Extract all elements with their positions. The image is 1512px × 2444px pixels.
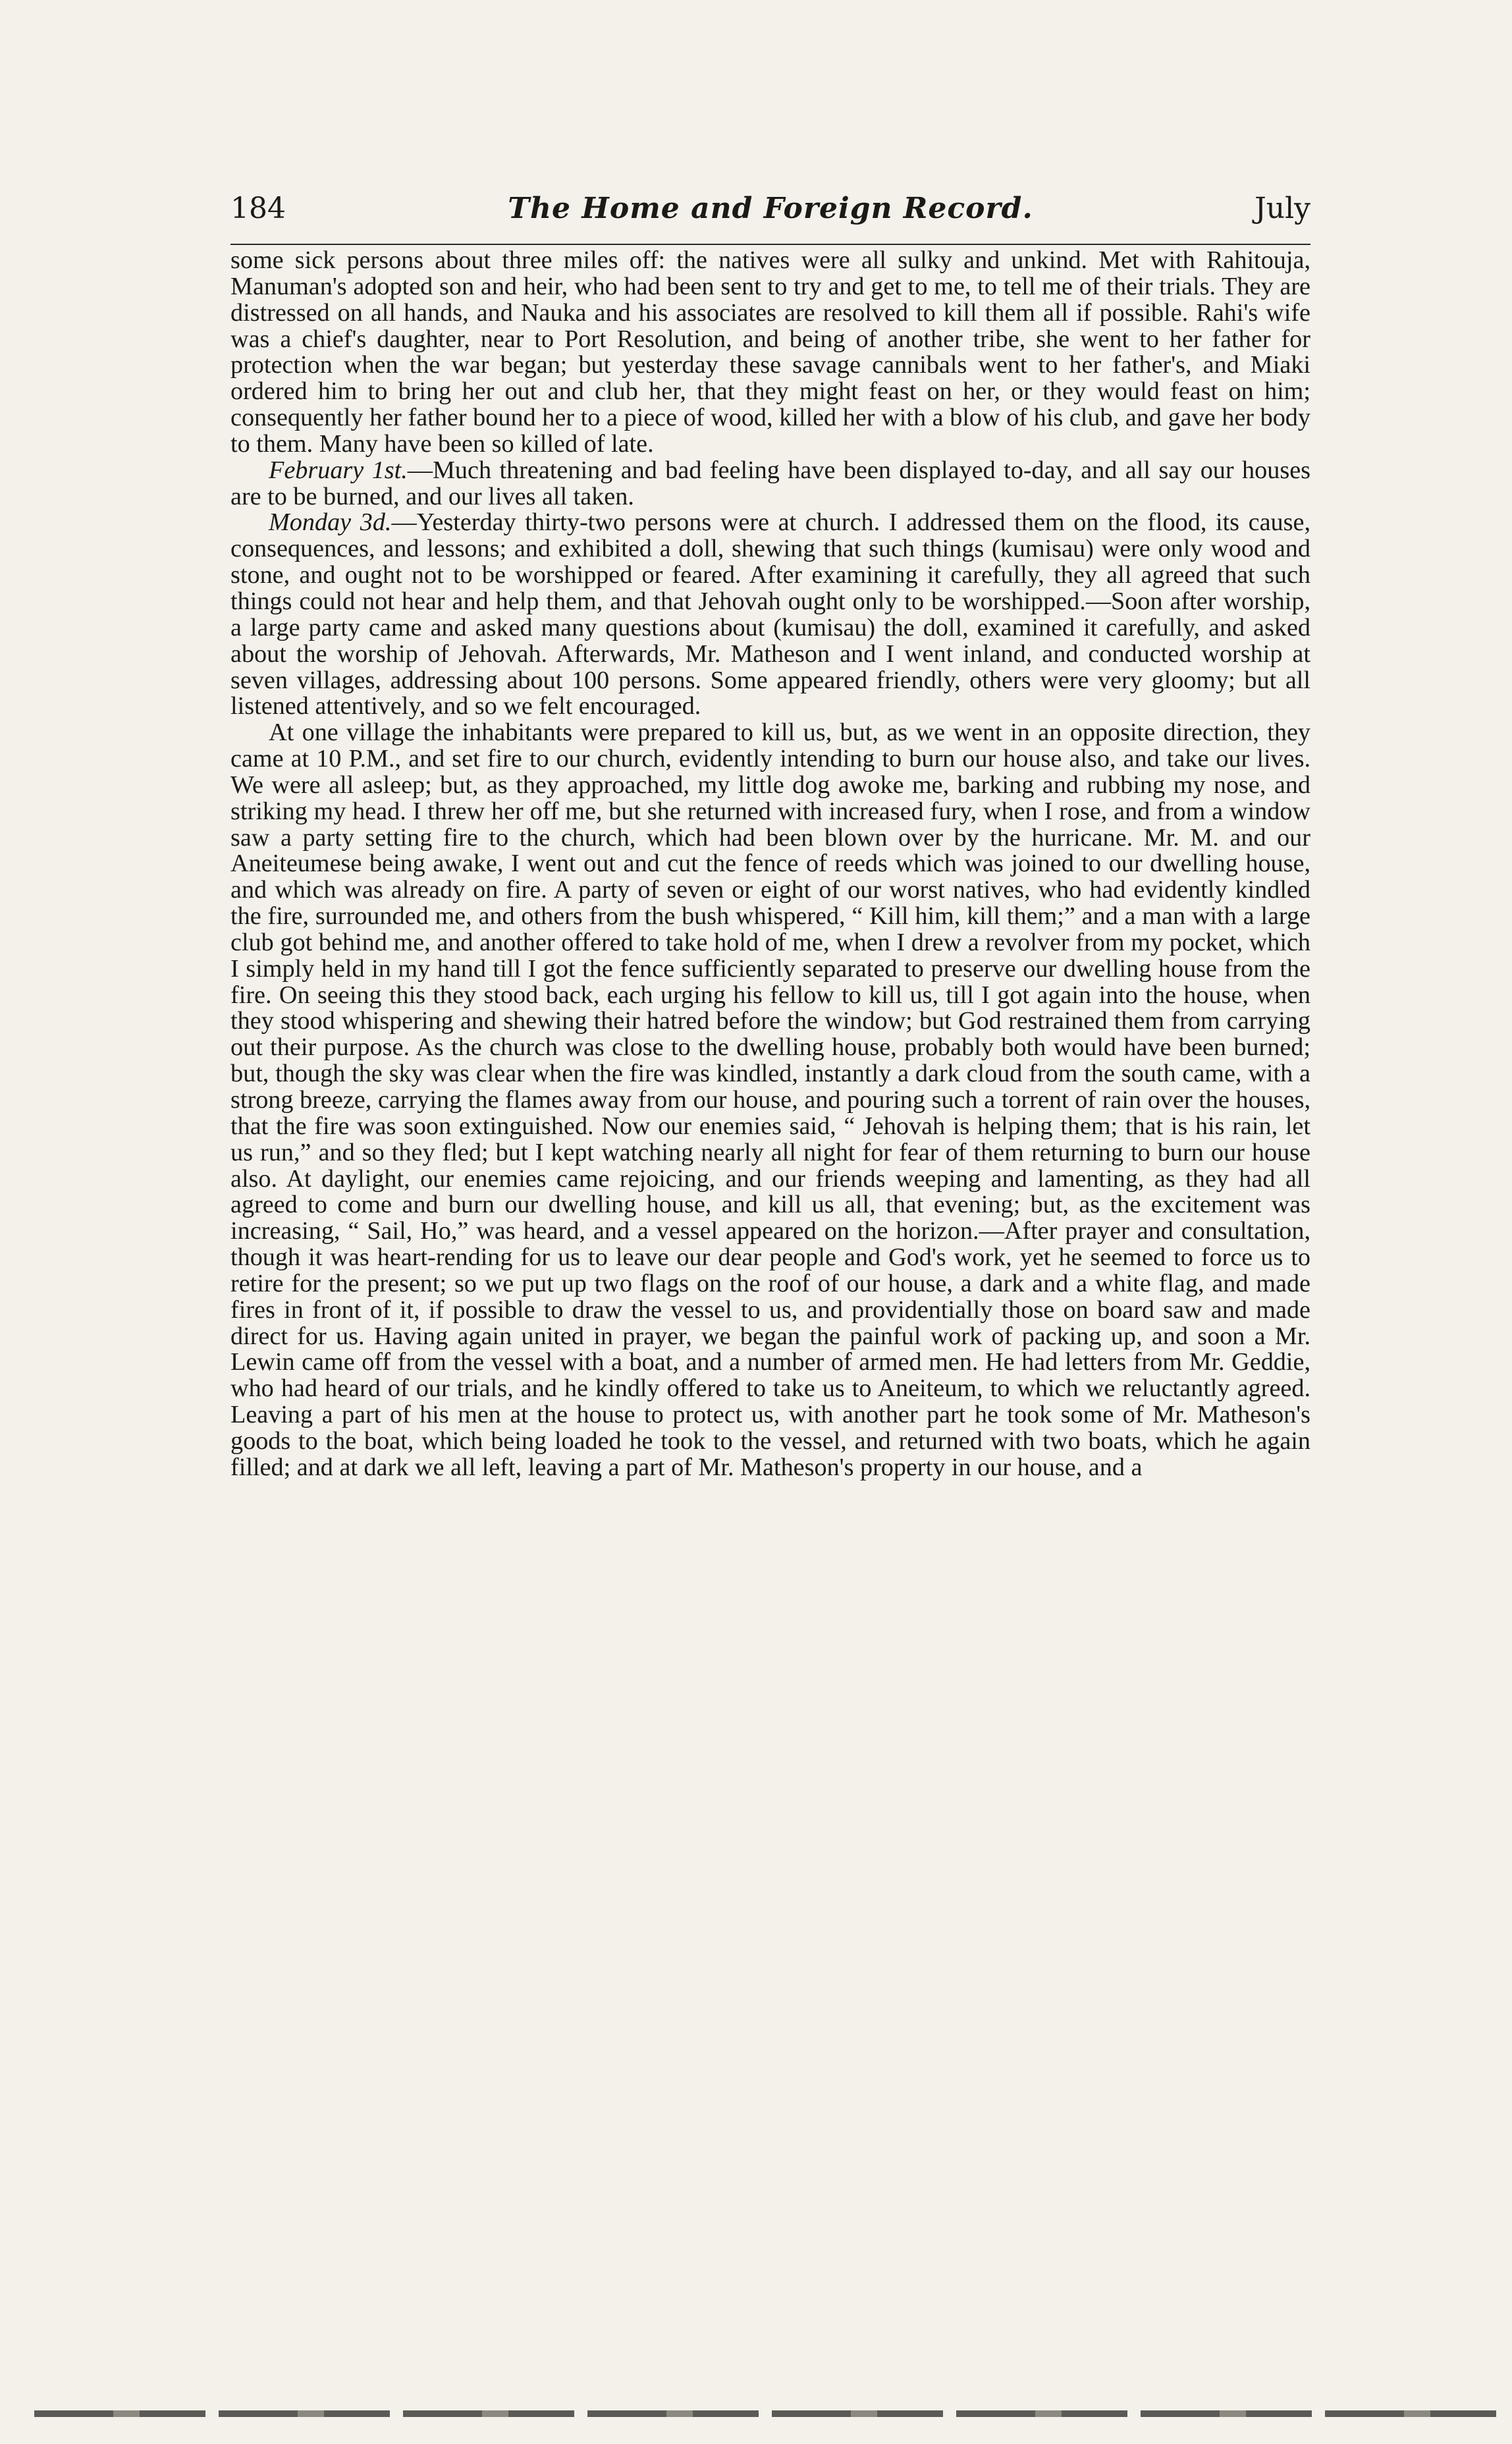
issue-month: July [1255, 192, 1310, 225]
running-header [230, 186, 1310, 232]
paragraph [230, 248, 1310, 458]
page-bottom-edge [34, 2410, 1503, 2417]
page-number: 184 [230, 192, 286, 225]
paragraph [230, 510, 1310, 720]
paragraph-text: —Much threatening and bad feeling have been displayed to-day, and all say our houses are to be burned, and our lives all taken. [230, 456, 1311, 510]
journal-title: The Home and Foreign Record. [508, 192, 1033, 225]
paragraph-text: At one village the inhabitants were prepared to kill us, but, as we went in an opposite direction, they came at 10 P.M., and set fire to our church, evidently intending to burn our house also, and take our lives. We were all asleep; but, as they approached, my little dog awoke me, barking and rubbing my nose, and striking my head. I threw her off me, but she returned with increased fury, when I rose, and from a window saw a party setting fire to the church, which had been blown over by the hurricane. Mr. M. and our Aneiteumese being awake, I went out and cut the fence of reeds which was joined to our dwelling house, and which was already on fire. A party of seven or eight of our worst natives, who had evidently kindled the fire, surrounded me, and others from the bush whispered, “ Kill him, kill them;” and a man with a large club got behind me, and another offered to take hold of me, when I drew a revolver from my pocket, which I simply held in my hand till I got the fence sufficiently separated to preserve our dwelling house from the fire. On seeing this they stood back, each urging his fellow to kill us, till I got again into the house, when they stood whispering and shewing their hatred before the window; but God restrained them from carrying out their purpose. As the church was close to the dwelling house, probably both would have been burned; but, though the sky was clear when the fire was kindled, instantly a dark cloud from the south came, with a strong breeze, carrying the flames away from our house, and pouring such a torrent of rain over the houses, that the fire was soon extinguished. Now our enemies said, “ Jehovah is helping them; that is his rain, let us run,” and so they fled; but I kept watching nearly all night for fear of them returning to burn our house also. At daylight, our enemies came rejoicing, and our friends weeping and lamenting, as they had all agreed to come and burn our dwelling house, and kill us all, that evening; but, as the excitement was increasing, “ Sail, Ho,” was heard, and a vessel appeared on the horizon.—After prayer and consultation, though it was heart-rending for us to leave our dear people and God's work, yet he seemed to force us to retire for the present; so we put up two flags on the roof of our house, a dark and a white flag, and made fires in front of it, if possible to draw the vessel to us, and providentially those on board saw and made direct for us. Having again united in prayer, we began the painful work of packing up, and soon a Mr. Lewin came off from the vessel with a boat, and a number of armed men. He had letters from Mr. Geddie, who had heard of our trials, and he kindly offered to take us to Aneiteum, to which we reluctantly agreed. Leaving a part of his men at the house to protect us, with another part he took some of Mr. Matheson's goods to the boat, which being loaded he took to the vessel, and returned with two boats, which he again filled; and at dark we all left, leaving a part of Mr. Matheson's property in our house, and a [230, 719, 1310, 1481]
paragraph [230, 720, 1310, 1480]
date-lead: February 1st. [269, 456, 408, 484]
article-body [230, 248, 1310, 1481]
paragraph-text: —Yesterday thirty-two persons were at church. I addressed them on the flood, its cause, consequences, and lessons; and exhibited a doll, shewing that such things (kumisau) were only wood and stone, and ought not to be worshipped or feared. After examining it carefully, they all agreed that such things could not hear and help them, and that Jehovah ought only to be worshipped.—Soon after worship, a large party came and asked many questions about (kumisau) the doll, examined it carefully, and asked about the worship of Jehovah. Afterwards, Mr. Matheson and I went inland, and conducted worship at seven villages, addressing about 100 persons. Some appeared friendly, others were very gloomy; but all listened attentively, and so we felt encouraged. [230, 508, 1310, 720]
paragraph [230, 458, 1310, 510]
paragraph-text: some sick persons about three miles off: the natives were all sulky and unkind. Met with Rahitouja, Manuman's adopted son and heir, who had been sent to try and get to me, to tell me of their trials. They are distressed on all hands, and Nauka and his associates are resolved to kill them all if possible. Rahi's wife was a chief's daughter, near to Port Resolution, and being of another tribe, she went to her father for protection when the war began; but yesterday these savage cannibals went to her father's, and Miaki ordered him to bring her out and club her, that they might feast on her, or they would feast on him; consequently her father bound her to a piece of wood, killed her with a blow of his club, and gave her body to them. Many have been so killed of late. [230, 246, 1310, 458]
date-lead: Monday 3d. [269, 508, 392, 537]
header-rule [230, 244, 1310, 245]
